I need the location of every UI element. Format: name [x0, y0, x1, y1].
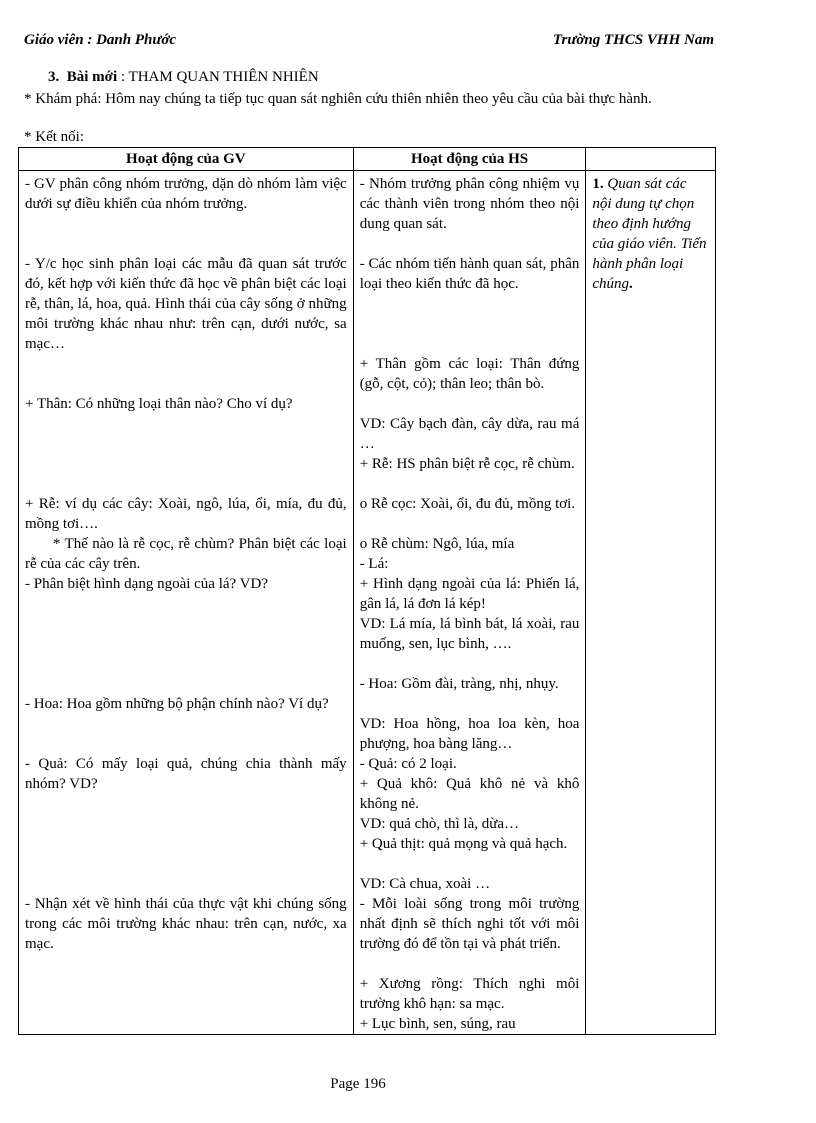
section-heading: 3. Bài mới : THAM QUAN THIÊN NHIÊN	[48, 69, 319, 85]
note-number: 1.	[592, 176, 604, 192]
gv-column	[19, 171, 354, 1035]
gv-item: - Y/c học sinh phân loại các mẫu đã quan sát trước đó, kết hợp với kiến thức đã học về phân biệt các loại rễ, thân, lá, hoa, quả. Hình thái của cây sống ở những môi trường khác nhau như: trên cạn, dưới nước, sa mạc…	[25, 256, 347, 352]
hs-item: VD: Cây bạch đàn, cây dừa, rau má …	[359, 416, 580, 452]
hs-item: + Quả khô: Quả khô nẻ và khô không nẻ.	[359, 776, 580, 812]
hs-item: o Rễ cọc: Xoài, ổi, đu đủ, mồng tơi.	[359, 496, 576, 512]
section-title: THAM QUAN THIÊN NHIÊN	[128, 69, 319, 85]
activity-table	[18, 147, 716, 1035]
hs-item: o Rễ chùm: Ngô, lúa, mía	[359, 536, 515, 552]
school-header: Trường THCS VHH Nam	[552, 32, 714, 48]
gv-item: - Nhận xét về hình thái của thực vật khi chúng sống trong các môi trường khác nhau: trên cạn, nước, xa mạc.	[25, 896, 347, 952]
hs-item: VD: Hoa hồng, hoa loa kèn, hoa phượng, hoa bàng lăng…	[359, 716, 580, 752]
gv-item: - Hoa: Hoa gồm những bộ phận chính nào? Ví dụ?	[25, 696, 329, 712]
section-label: Bài mới	[66, 69, 118, 85]
hs-column	[353, 171, 586, 1035]
hs-item: - Nhóm trưởng phân công nhiệm vụ các thành viên trong nhóm theo nội dung quan sát.	[359, 176, 580, 232]
hs-item: - Các nhóm tiến hành quan sát, phân loại theo kiến thức đã học.	[359, 256, 580, 292]
hs-item: + Lục bình, sen, súng, rau	[359, 1016, 516, 1032]
table-row	[19, 171, 716, 1035]
page-footer	[0, 1076, 816, 1093]
kham-pha-paragraph: * Khám phá: Hôm nay chúng ta tiếp tục quan sát nghiên cứu thiên nhiên theo yêu cầu của bài thực hành.	[24, 91, 652, 107]
note-text-2: Tiến hành phân loại chúng	[592, 236, 707, 292]
hs-item: + Hình dạng ngoài của lá: Phiến lá, gân lá, lá đơn lá kép!	[359, 576, 580, 612]
note-text	[592, 174, 709, 294]
gv-item: - Quả: Có mấy loại quả, chúng chia thành mấy nhóm? VD?	[25, 756, 347, 792]
gv-item: - Phân biệt hình dạng ngoài của lá? VD?	[25, 576, 268, 592]
note-column	[586, 171, 716, 1035]
ket-noi-label: * Kết nối:	[24, 129, 84, 145]
hs-item: - Hoa: Gồm đài, tràng, nhị, nhụy.	[359, 676, 559, 692]
note-text-1: Quan sát các nội dung tự chọn theo định hướng của giáo viên.	[592, 176, 695, 252]
hs-item: - Lá:	[359, 556, 389, 572]
hs-item: - Mỗi loài sống trong môi trường nhất định sẽ thích nghi tốt với môi trường đó để tồn tại và phát triển.	[359, 896, 580, 952]
hs-item: VD: Cà chua, xoài …	[359, 876, 491, 892]
gv-item: + Thân: Có những loại thân nào? Cho ví dụ?	[25, 396, 293, 412]
header-gv: Hoạt động của GV	[19, 148, 354, 171]
gv-item: * Thế nào là rễ cọc, rễ chùm? Phân biệt các loại rễ của các cây trên.	[25, 536, 347, 572]
table-header-row	[19, 148, 716, 171]
header-note	[586, 148, 716, 171]
hs-item: + Rễ: HS phân biệt rễ cọc, rễ chùm.	[359, 456, 575, 472]
teacher-header: Giáo viên : Danh Phước	[24, 32, 177, 48]
section-number: 3.	[48, 69, 60, 85]
header-hs: Hoạt động của HS	[353, 148, 586, 171]
gv-item: - GV phân công nhóm trưởng, dặn dò nhóm làm việc dưới sự điều khiển của nhóm trưởng.	[25, 176, 347, 212]
gv-item: + Rễ: ví dụ các cây: Xoài, ngô, lúa, ổi, mía, đu đủ, mồng tơi….	[25, 496, 347, 532]
hs-item: VD: quả chò, thì là, dừa…	[359, 816, 520, 832]
hs-item: + Thân gồm các loại: Thân đứng (gỗ, cột, cỏ); thân leo; thân bò.	[359, 356, 580, 392]
hs-item: + Xương rồng: Thích nghi môi trường khô hạn: sa mạc.	[359, 976, 580, 1012]
note-dot: .	[629, 276, 633, 292]
hs-item: - Quả: có 2 loại.	[359, 756, 457, 772]
hs-item: + Quả thịt: quả mọng và quả hạch.	[359, 836, 568, 852]
hs-item: VD: Lá mía, lá bình bát, lá xoài, rau muống, sen, lục bình, ….	[359, 616, 580, 652]
page-number: Page 196	[330, 1076, 386, 1092]
